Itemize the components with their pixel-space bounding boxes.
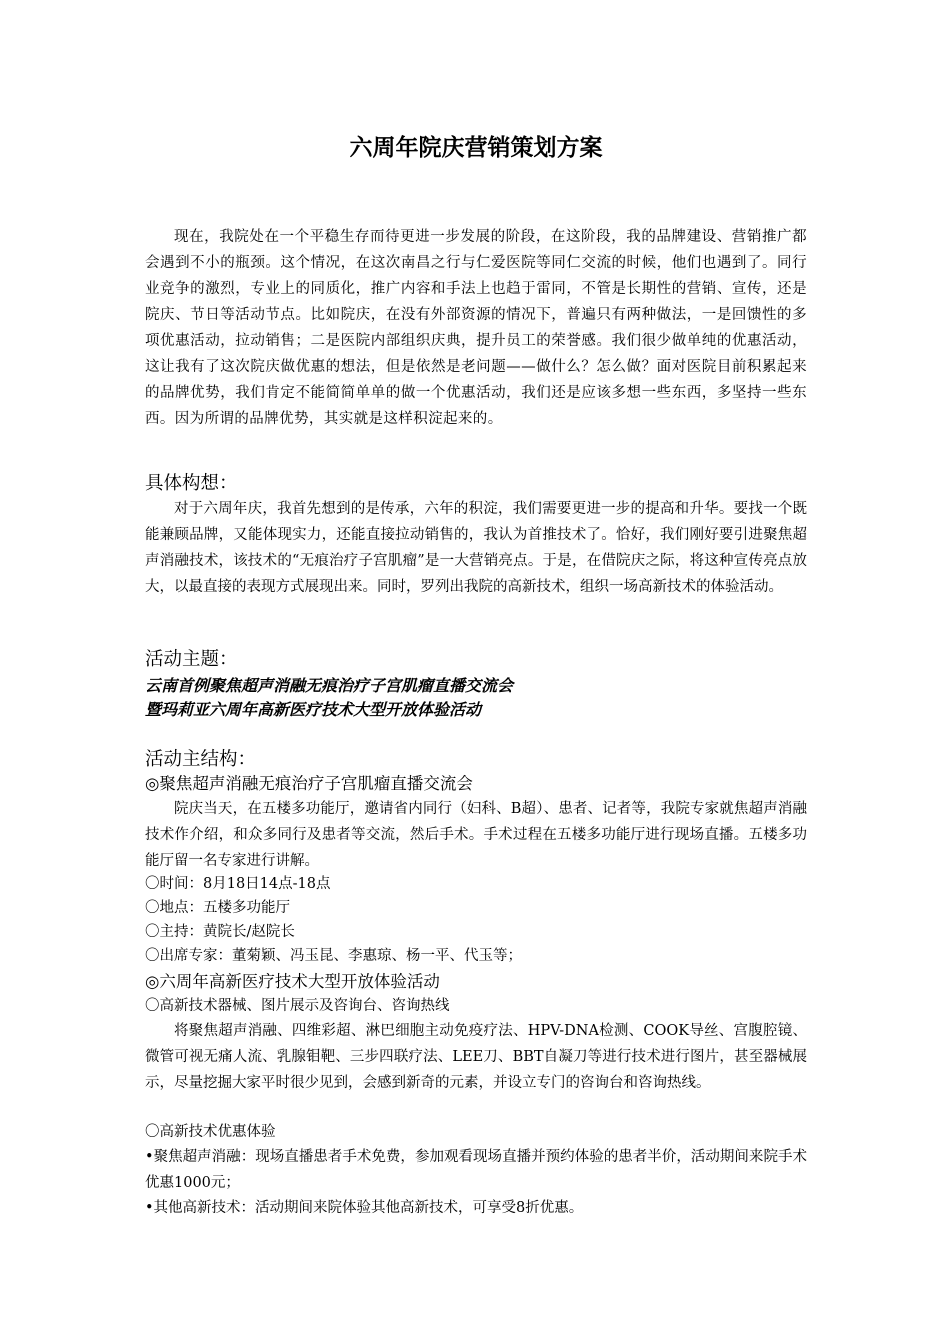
part1-time: 〇时间：8月18日14点-18点 (145, 876, 331, 892)
part1-paragraph: 院庆当天，在五楼多功能厅，邀请省内同行（妇科、B超）、患者、记者等，我院专家就焦超声消融技术作介绍，和众多同行及患者等交流，然后手术。手术过程在五楼多功能厅进行现场直播。五楼多功能厅留一名专家进行讲解。 (145, 801, 807, 869)
part1-host: 〇主持：黄院长/赵院长 (145, 924, 295, 940)
part2-bullet-2: •其他高新技术：活动期间来院体验其他高新技术，可享受8折优惠。 (145, 1200, 584, 1216)
theme-line-2: 暨玛莉亚六周年高新医疗技术大型开放体验活动 (145, 700, 482, 719)
part1-place: 〇地点：五楼多功能厅 (145, 900, 290, 916)
structure-heading: 活动主结构： (145, 749, 257, 770)
part2-item-2: 〇高新技术优惠体验 (145, 1124, 276, 1140)
part2-title: ◎六周年高新医疗技术大型开放体验活动 (145, 972, 440, 991)
concept-paragraph: 对于六周年庆，我首先想到的是传承，六年的积淀，我们需要更进一步的提高和升华。要找一个既能兼顾品牌，又能体现实力，还能直接拉动销售的，我认为首推技术了。恰好，我们刚好要引进聚焦超声消融技术，该技术的“无痕治疗子宫肌瘤”是一大营销亮点。于是，在借院庆之际，将这种宣传亮点放大，以最直接的表现方式展现出来。同时，罗列出我院的高新技术，组织一场高新技术的体验活动。 (145, 501, 807, 595)
theme-line-1: 云南首例聚焦超声消融无痕治疗子宫肌瘤直播交流会 (145, 676, 514, 695)
part2-paragraph: 将聚焦超声消融、四维彩超、淋巴细胞主动免疫疗法、HPV-DNA检测、COOK导丝、宫腹腔镜、微管可视无痛人流、乳腺钼靶、三步四联疗法、LEE刀、BBT自凝刀等进行技术进行图片，甚至器械展示，尽量挖掘大家平时很少见到，会感到新奇的元素，并设立专门的咨询台和咨询热线。 (145, 1023, 807, 1091)
part1-title: ◎聚焦超声消融无痕治疗子宫肌瘤直播交流会 (145, 774, 473, 793)
part2-item-1: 〇高新技术器械、图片展示及咨询台、咨询热线 (145, 998, 450, 1014)
document-title: 六周年院庆营销策划方案 (349, 135, 603, 161)
theme-heading: 活动主题： (145, 649, 238, 670)
part1-experts: 〇出席专家：董菊颖、冯玉昆、李惠琼、杨一平、代玉等； (145, 948, 522, 964)
concept-heading: 具体构想： (145, 473, 238, 494)
part2-bullet-1: •聚焦超声消融：现场直播患者手术免费，参加观看现场直播并预约体验的患者半价，活动期间来院手术优惠1000元； (145, 1149, 807, 1191)
intro-paragraph: 现在，我院处在一个平稳生存而待更进一步发展的阶段，在这阶段，我的品牌建设、营销推广都会遇到不小的瓶颈。这个情况，在这次南昌之行与仁爱医院等同仁交流的时候，他们也遇到了。同行业竞争的激烈，专业上的同质化，推广内容和手法上也趋于雷同，不管是长期性的营销、宣传，还是院庆、节日等活动节点。比如院庆，在没有外部资源的情况下，普遍只有两种做法，一是回馈性的多项优惠活动，拉动销售；二是医院内部组织庆典，提升员工的荣誉感。我们很少做单纯的优惠活动，这让我有了这次院庆做优惠的想法，但是依然是老问题——做什么？怎么做？面对医院目前积累起来的品牌优势，我们肯定不能简简单单的做一个优惠活动，我们还是应该多想一些东西，多坚持一些东西。因为所谓的品牌优势，其实就是这样积淀起来的。 (145, 229, 807, 427)
